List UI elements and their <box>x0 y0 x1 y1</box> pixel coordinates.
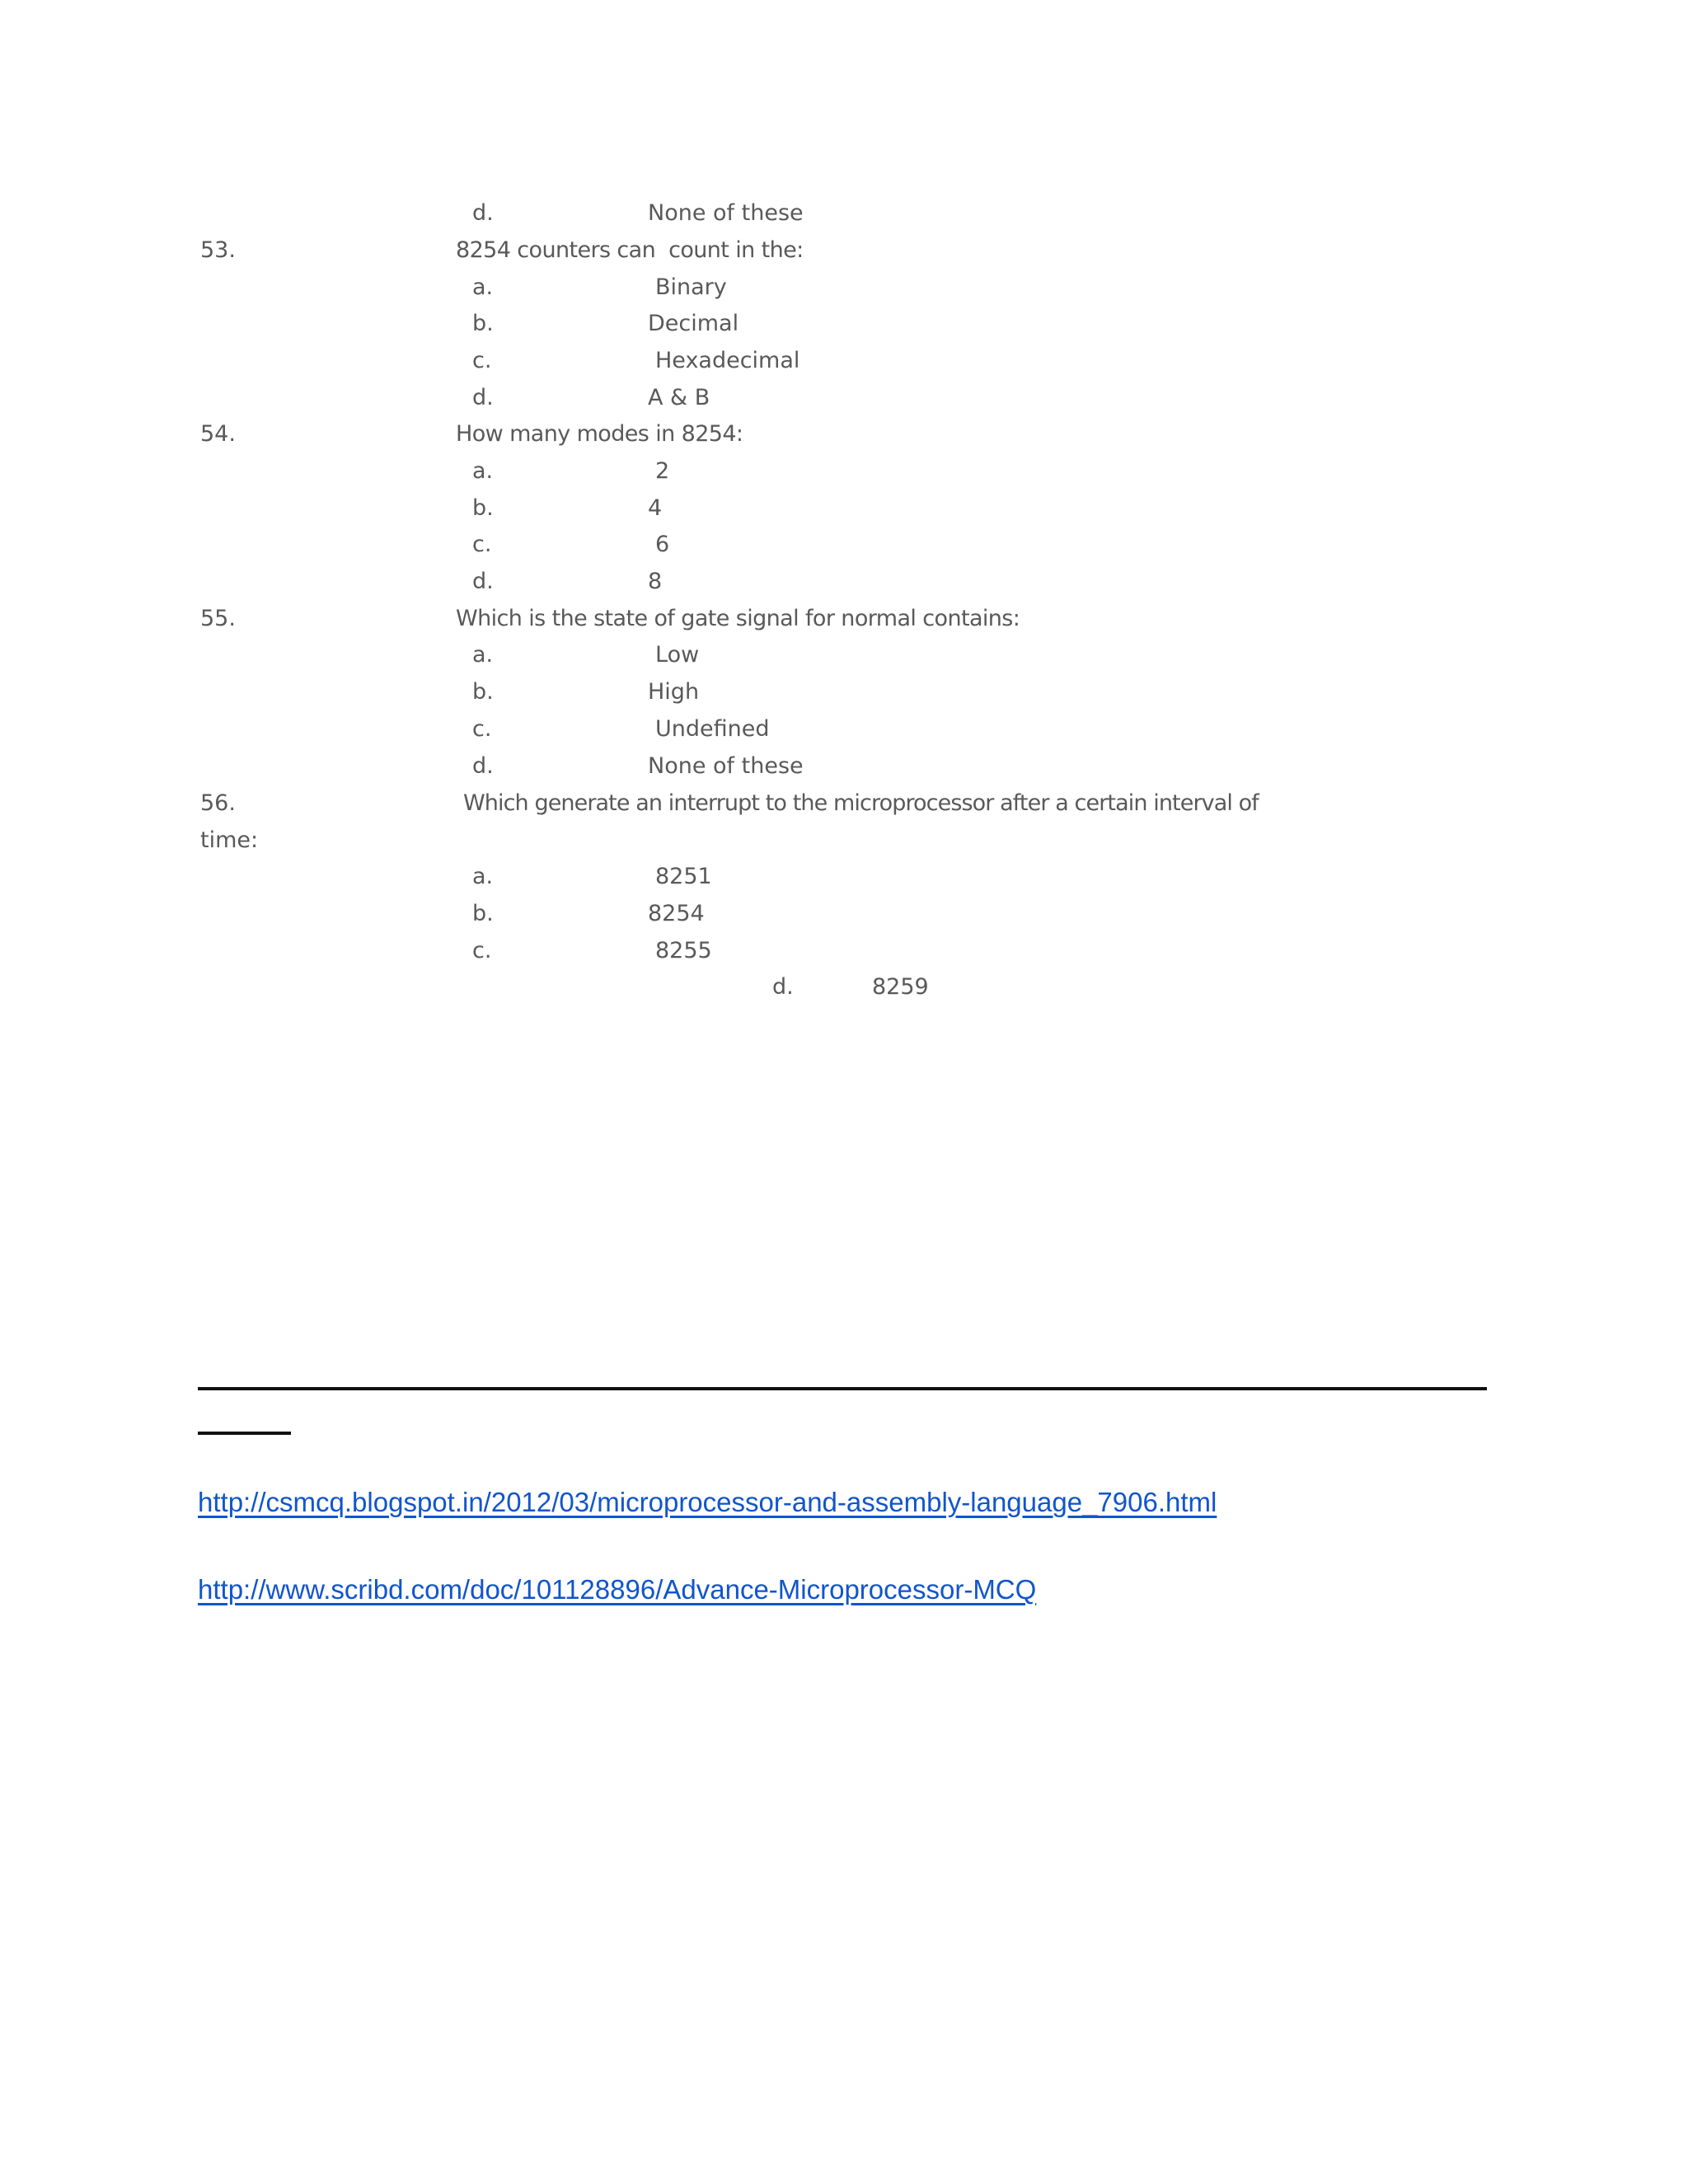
question-text-wrap: time: <box>200 827 259 853</box>
option-letter: c. <box>472 348 492 373</box>
question-number: 54. <box>200 421 236 447</box>
option-letter: b. <box>472 901 494 926</box>
option-text: 8255 <box>655 938 712 963</box>
option-text: None of these <box>648 753 804 779</box>
footnote-link-csmcq[interactable]: http://csmcq.blogspot.in/2012/03/microprocessor-and-assembly-language_7906.html <box>198 1487 1217 1517</box>
question-number: 56. <box>200 790 236 816</box>
option-text: 8259 <box>872 974 929 1000</box>
option-letter: b. <box>472 495 494 521</box>
option-letter: a. <box>472 274 494 300</box>
option-text: Undefined <box>655 716 770 742</box>
option-letter: d. <box>472 385 494 410</box>
question-number: 55. <box>200 606 236 631</box>
option-letter: c. <box>472 532 492 557</box>
footnote-link-scribd[interactable]: http://www.scribd.com/doc/101128896/Advance-Microprocessor-MCQ <box>198 1574 1037 1605</box>
option-text: 8251 <box>655 864 712 889</box>
question-number: 53. <box>200 237 236 263</box>
option-text: A & B <box>648 385 710 410</box>
footnote-separator-short <box>198 1432 291 1435</box>
option-letter: c. <box>472 938 492 963</box>
option-text: 6 <box>655 532 670 557</box>
option-text: Decimal <box>648 311 739 336</box>
option-text: 8254 <box>648 901 705 926</box>
option-text: None of these <box>648 200 804 226</box>
option-text: Binary <box>655 274 727 300</box>
option-text: 2 <box>655 458 670 484</box>
option-letter: d. <box>472 753 494 779</box>
option-letter: c. <box>472 716 492 742</box>
option-letter: b. <box>472 311 494 336</box>
option-letter: b. <box>472 679 494 705</box>
option-text: Low <box>655 642 700 668</box>
option-text: High <box>648 679 700 705</box>
option-letter: d. <box>472 569 494 594</box>
question-text: How many modes in 8254: <box>456 421 743 447</box>
option-text: 8 <box>648 569 663 594</box>
footnote-separator <box>198 1387 1487 1390</box>
option-letter: a. <box>472 864 494 889</box>
question-text: 8254 counters can count in the: <box>456 237 804 263</box>
option-text: Hexadecimal <box>655 348 800 373</box>
question-text: Which is the state of gate signal for normal contains: <box>456 606 1020 631</box>
question-text: Which generate an interrupt to the microprocessor after a certain interval of <box>463 790 1259 816</box>
option-letter: d. <box>472 200 494 226</box>
option-letter: a. <box>472 642 494 668</box>
option-letter: d. <box>772 974 794 1000</box>
option-letter: a. <box>472 458 494 484</box>
option-text: 4 <box>648 495 663 521</box>
